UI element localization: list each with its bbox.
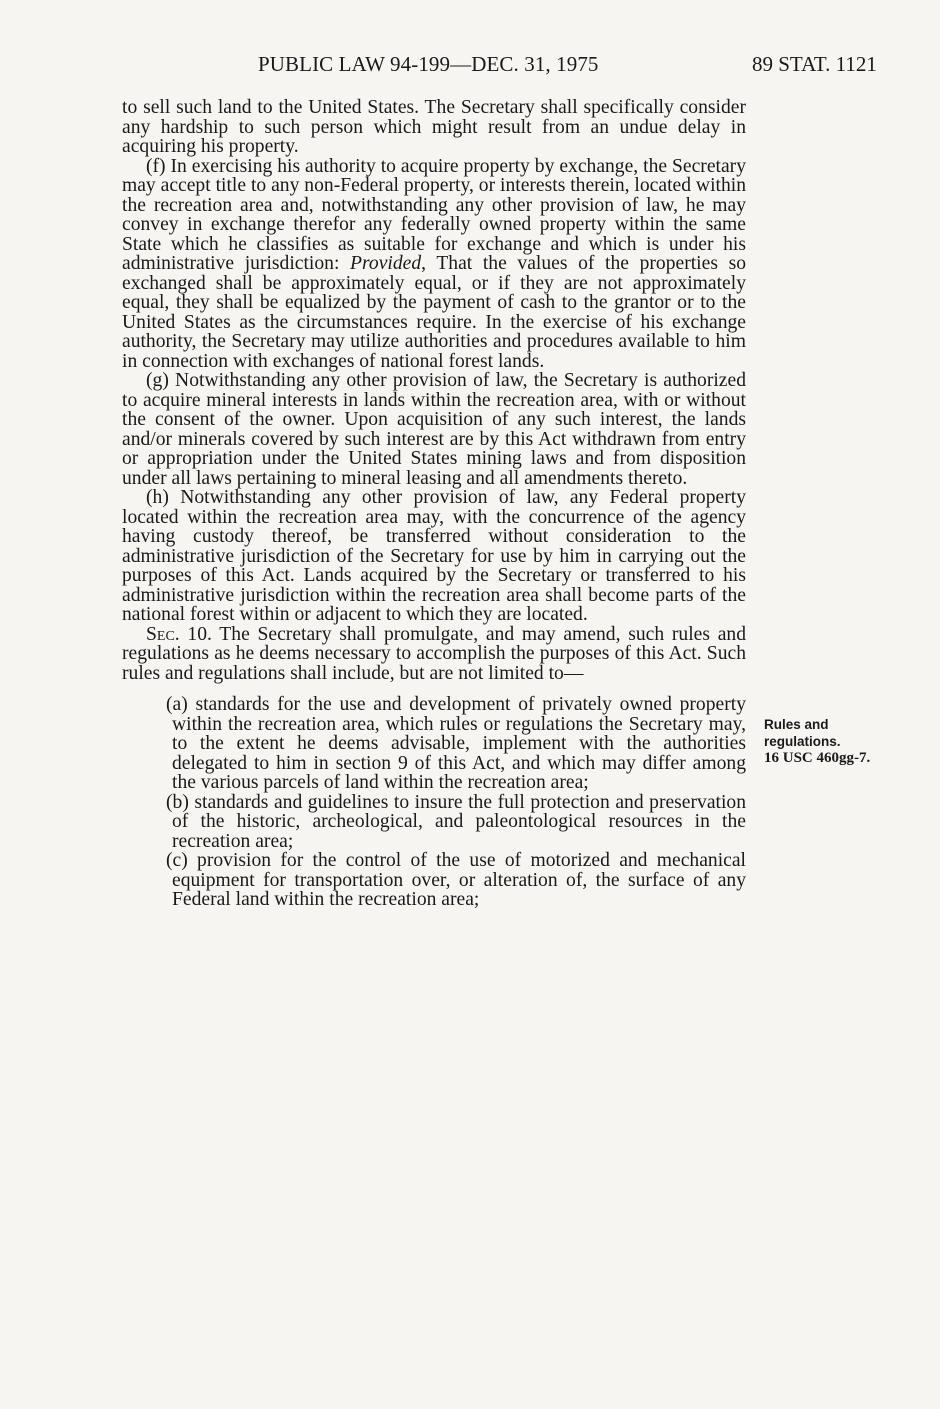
paragraph-h: (h) Notwithstanding any other provision of law, any Federal property located within the recreation area may, with the concurrence of the agency having custody thereof, be transferred without consideration to the administrative jurisdiction of the Secretary for use by him in carrying out the purposes of this Act. Lands acquired by the Secretary or transferred to his administrative jurisdiction within the recreation area shall become parts of the national forest within or adjacent to which they are located. xyxy=(122,487,746,625)
paragraph-g: (g) Notwithstanding any other provision of law, the Secretary is authorized to acquire mineral interests in lands within the recreation area, with or without the consent of the owner. Upon acquisition of any such interest, the lands and/or minerals covered by such interest are by this Act withdrawn from entry or appropriation under the United States mining laws and from disposition under all laws pertaining to mineral leasing and all amendments thereto. xyxy=(122,370,746,489)
margin-note-rules-regulations xyxy=(764,716,934,767)
statute-body-text xyxy=(122,98,746,910)
section-10 xyxy=(122,625,746,684)
provided-italic: Provided xyxy=(350,253,422,274)
margin-note-line-2: regulations. xyxy=(764,734,841,749)
margin-note-line-1: Rules and xyxy=(764,717,829,732)
margin-note-citation: 16 USC 460gg-7. xyxy=(764,750,871,766)
list-item-a: (a) standards for the use and development of privately owned property within the recreation area, which rules or regulations the Secretary may, to the extent he deems advisable, implement with the authorities delegated to him in section 9 of this Act, and which may differ among the various parcels of land within the recreation area; xyxy=(166,694,746,793)
paragraph-f xyxy=(122,157,746,372)
list-item-c: (c) provision for the control of the use of motorized and mechanical equipment for transportation over, or alteration of, the surface of any Federal land within the recreation area; xyxy=(166,850,746,910)
paragraph-continuation: to sell such land to the United States. The Secretary shall specifically consider any hardship to such person which might result from an undue delay in acquiring his property. xyxy=(122,97,746,157)
page-header-title: PUBLIC LAW 94-199—DEC. 31, 1975 xyxy=(258,52,599,76)
paragraph-f-text-before: (f) In exercising his authority to acquire property by exchange, the Secretary may accept title to any non-Federal property, or interests therein, located within the recreation area and, notwithstanding any other provision of law, he may convey in exchange therefor any federally owned property within the same State which he classifies as suitable for exchange and which is under his administrative jurisdiction: xyxy=(122,155,746,274)
paragraph-f-text-after: , That the values of the properties so exchanged shall be approximately equal, or if they are not approximately equal, they shall be equalized by the payment of cash to the grantor or to the United States as the circumstances require. In the exercise of his exchange authority, the Secretary may utilize authorities and procedures available to him in connection with exchanges of national forest lands. xyxy=(122,253,746,372)
list-item-b: (b) standards and guidelines to insure the full protection and preservation of the historic, archeological, and paleontological resources in the recreation area; xyxy=(166,791,746,852)
section-10-text: The Secretary shall promulgate, and may amend, such rules and regulations as he deems necessary to accomplish the purposes of this Act. Such rules and regulations shall include, but are not limited to— xyxy=(122,623,746,684)
section-10-label: Sec. 10. xyxy=(146,623,212,645)
page-header-stat-citation: 89 STAT. 1121 xyxy=(752,52,877,76)
